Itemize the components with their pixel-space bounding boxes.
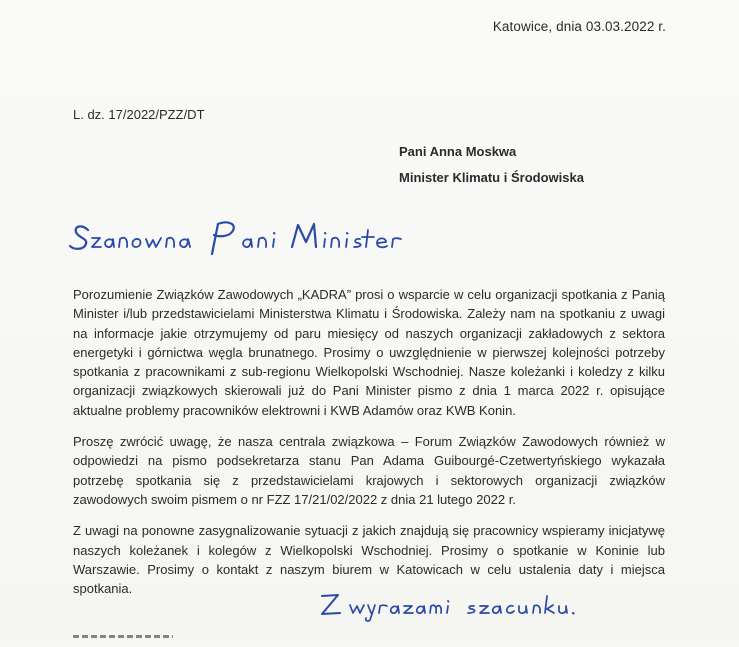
body-paragraph-2: Proszę zwrócić uwagę, że nasza centrala związkowa – Forum Związków Zawodowych również w odpowiedzi na pismo podsekretarza stanu Pan Adama Guibourgé-Czetwertyńskiego wykazała potrzebę spotkania się z przedstawicielami krajowych i sektorowych organizacji związków zawodowych swoim pismem o nr FZZ 17/21/02/2022 z dnia 21 lutego 2022 r. [73,434,665,507]
addressee-name: Pani Anna Moskwa [399,144,517,159]
letter-body [73,285,665,610]
reference-number: L. dz. 17/2022/PZZ/DT [73,107,205,122]
handwritten-closing [316,588,606,622]
cut-off-text-fragment [73,635,173,638]
handwritten-salutation [66,210,406,258]
body-paragraph-3: Z uwagi na ponowne zasygnalizowanie sytuacji z jakich znajdują się pracownicy wspieramy inicjatywę naszych koleżanek i kolegów z Wielkopolski Wschodniej. Prosimy o spotkanie w Koninie lub Warszawie. Prosimy o kontakt z naszym biurem w Katowicach w celu ustalenia daty i miejsca spotkania. [73,523,665,597]
place-and-date: Katowice, dnia 03.03.2022 r. [492,19,666,34]
cut-off-footer-text [73,633,193,647]
addressee-title: Minister Klimatu i Środowiska [399,170,584,185]
body-paragraph-1: Porozumienie Związków Zawodowych „KADRA” prosi o wsparcie w celu organizacji spotkania z Panią Minister i/lub przedstawicielami Ministerstwa Klimatu i Środowiska. Zależy nam na spotkaniu z uwagi na informacje jakie otrzymujemy od paru miesięcy od naszych organizacji zakładowych z sektora energetyki i górnictwa węgla brunatnego. Prosimy o uwzględnienie w pierwszej kolejności potrzeby spotkania z pracownikami z sub-regionu Wielkopolski Wschodniej. Nasze koleżanki i koledzy z kilku organizacji związkowych skierowali już do Pani Minister pismo z dnia 1 marca 2022 r. opisujące aktualne problemy pracowników elektrowni i KWB Adamów oraz KWB Konin. [73,287,665,418]
addressee-block [399,139,584,191]
